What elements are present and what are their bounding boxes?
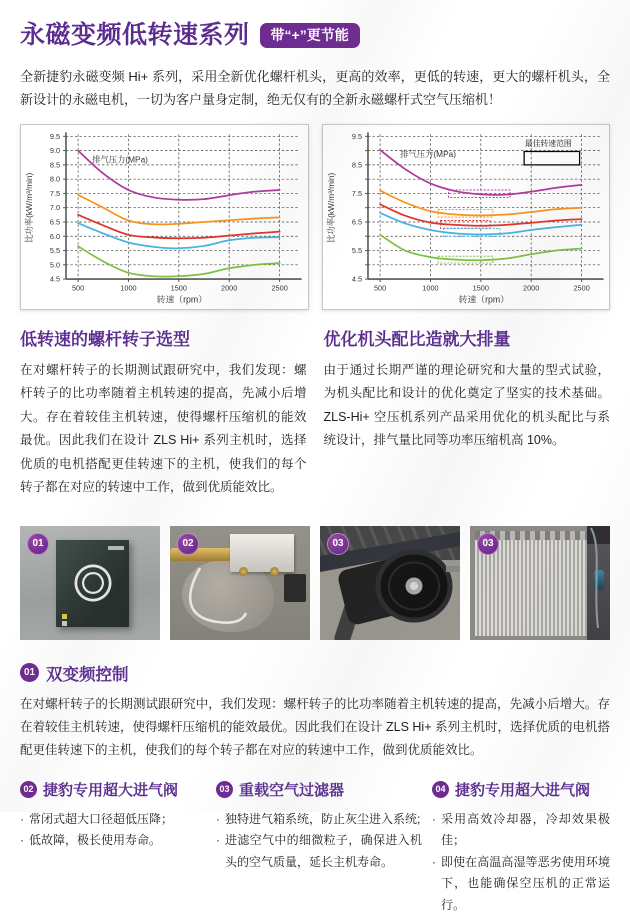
feature-number-badge: 01 (20, 663, 39, 682)
bullet-text: 采用高效冷却器，冷却效果极佳； (441, 809, 610, 852)
svg-text:2500: 2500 (573, 283, 589, 292)
feature-number-badge: 04 (432, 781, 449, 798)
solenoid-block (284, 574, 306, 602)
svg-text:2000: 2000 (523, 283, 539, 292)
photo-cooler (470, 526, 610, 640)
photos-row (20, 526, 610, 640)
feature-number-badge: 03 (216, 781, 233, 798)
feature-intake-valve (20, 779, 206, 916)
bullet-dot: · (432, 809, 441, 852)
charts-row (20, 124, 610, 310)
svg-text:1500: 1500 (171, 283, 187, 292)
svg-text:2000: 2000 (221, 283, 237, 292)
bullet-text: 进滤空气中的细微粒子，确保进入机头的空气质量，延长主机寿命。 (225, 830, 422, 873)
svg-text:9.5: 9.5 (351, 131, 361, 140)
svg-text:比功率(kW/m³/min): 比功率(kW/m³/min) (24, 172, 34, 242)
feature-cooler (432, 779, 610, 916)
feature-heading (216, 779, 422, 800)
intro-paragraph: 全新捷豹永磁变频 Hi+ 系列，采用全新优化螺杆机头，更高的效率，更低的转速，更大的螺杆机头，全新设计的永磁电机，一切为客户量身定制，绝无仅有的全新永磁螺杆式空气压缩机！ (20, 65, 610, 111)
list-item (432, 852, 610, 916)
feature-title: 捷豹专用超大进气阀 (43, 779, 178, 800)
svg-text:4.5: 4.5 (351, 274, 361, 283)
header (20, 22, 610, 50)
svg-text:5.5: 5.5 (50, 246, 60, 255)
feature-dual-inverter (20, 661, 610, 762)
bullet-dot: · (432, 852, 441, 916)
photo-number-badge: 03 (477, 533, 499, 555)
chart-specific-power-left (20, 124, 309, 310)
bullet-dot: · (20, 830, 29, 852)
feature-heading (20, 779, 206, 800)
photo-air-filter (320, 526, 460, 640)
svg-text:4.5: 4.5 (50, 274, 60, 283)
svg-text:排气压力(MPa): 排气压力(MPa) (400, 148, 456, 158)
svg-text:1000: 1000 (422, 283, 438, 292)
svg-text:8.5: 8.5 (351, 160, 361, 169)
section-title: 优化机头配比造就大排量 (324, 325, 611, 350)
feature-title: 捷豹专用超大进气阀 (455, 779, 590, 800)
energy-saving-badge: 带“+”更节能 (260, 23, 360, 48)
feature-heading (20, 661, 610, 685)
list-item (216, 830, 422, 873)
feature-title: 双变频控制 (46, 661, 129, 685)
svg-text:500: 500 (72, 283, 84, 292)
svg-text:6.5: 6.5 (50, 217, 60, 226)
svg-text:5.5: 5.5 (351, 246, 361, 255)
svg-text:最佳转速范围: 最佳转速范围 (524, 138, 571, 148)
bullet-text: 常闭式超大口径超低压降； (29, 809, 173, 831)
inverter-box (56, 540, 129, 627)
svg-text:6.0: 6.0 (50, 231, 60, 240)
photo-number-badge: 01 (27, 533, 49, 555)
svg-text:5.0: 5.0 (50, 260, 60, 269)
chart-specific-power-right (322, 124, 611, 310)
svg-text:排气压力(MPa): 排气压力(MPa) (92, 154, 148, 164)
svg-text:6.5: 6.5 (351, 217, 361, 226)
bullet-text: 低故障，极长使用寿命。 (29, 830, 161, 852)
section-body: 在对螺杆转子的长期测试跟研究中，我们发现：螺杆转子的比功率随着主机转速的提高，先减小后增大。存在着较佳主机转速，使得螺杆压缩机的能效最优。因此我们在设计 ZLS Hi+ 系列主机时，选择优质的电机搭配更佳转速下的主机，使我们的每个转子都在对应的转速中工作，做到优质能效比。 (20, 359, 307, 500)
svg-text:9.0: 9.0 (50, 146, 60, 155)
text-sections-row (20, 325, 610, 500)
photo-number-badge: 02 (177, 533, 199, 555)
svg-text:2500: 2500 (271, 283, 287, 292)
svg-text:8.0: 8.0 (50, 174, 60, 183)
photo-number-badge: 03 (327, 533, 349, 555)
bullet-dot: · (20, 809, 29, 831)
feature-heading (432, 779, 610, 800)
list-item (20, 830, 206, 852)
svg-text:7.5: 7.5 (50, 188, 60, 197)
bullet-dot: · (216, 830, 225, 873)
feature-number-badge: 02 (20, 781, 37, 798)
svg-text:500: 500 (373, 283, 385, 292)
page-title: 永磁变频低转速系列 (20, 22, 250, 50)
photo-inverter-controller (20, 526, 160, 640)
svg-text:比功率(kW/m³/min): 比功率(kW/m³/min) (325, 172, 335, 242)
svg-text:9.5: 9.5 (50, 131, 60, 140)
feature-columns-row (20, 779, 610, 916)
section-airend-ratio (324, 325, 611, 500)
svg-text:7.5: 7.5 (351, 188, 361, 197)
photo-intake-valve (170, 526, 310, 640)
svg-text:1500: 1500 (472, 283, 488, 292)
feature-body: 在对螺杆转子的长期测试跟研究中，我们发现：螺杆转子的比功率随着主机转速的提高，先减小后增大。存在着较佳主机转速，使得螺杆压缩机的能效最优。因此我们在设计 ZLS Hi+ 系列主机时，选择优质的电机搭配更佳转速下的主机，使我们的每个转子都在对应的转速中工作，做到优质能效比。 (20, 693, 610, 762)
svg-text:7.0: 7.0 (50, 203, 60, 212)
bullet-text: 独特进气箱系统，防止灰尘进入系统; (225, 809, 420, 831)
section-rotor-selection (20, 325, 307, 500)
section-title: 低转速的螺杆转子选型 (20, 325, 307, 350)
feature-air-filter (216, 779, 422, 916)
svg-text:1000: 1000 (120, 283, 136, 292)
list-item (432, 809, 610, 852)
feature-title: 重载空气过滤器 (239, 779, 344, 800)
svg-text:转速（rpm）: 转速（rpm） (157, 293, 207, 304)
section-body: 由于通过长期严谨的理论研究和大量的型式试验，为机头配比和设计的优化奠定了坚实的技术基础。ZLS-Hi+ 空压机系列产品采用优化的机头配比与系统设计，排气量比同等功率压缩机高 10%。 (324, 359, 611, 453)
bullet-text: 即使在高温高湿等恶劣使用环境下，也能确保空压机的正常运行。 (441, 852, 610, 916)
svg-text:转速（rpm）: 转速（rpm） (458, 293, 508, 304)
swirl-logo-icon (66, 556, 120, 610)
bullet-dot: · (216, 809, 225, 831)
svg-text:8.5: 8.5 (50, 160, 60, 169)
